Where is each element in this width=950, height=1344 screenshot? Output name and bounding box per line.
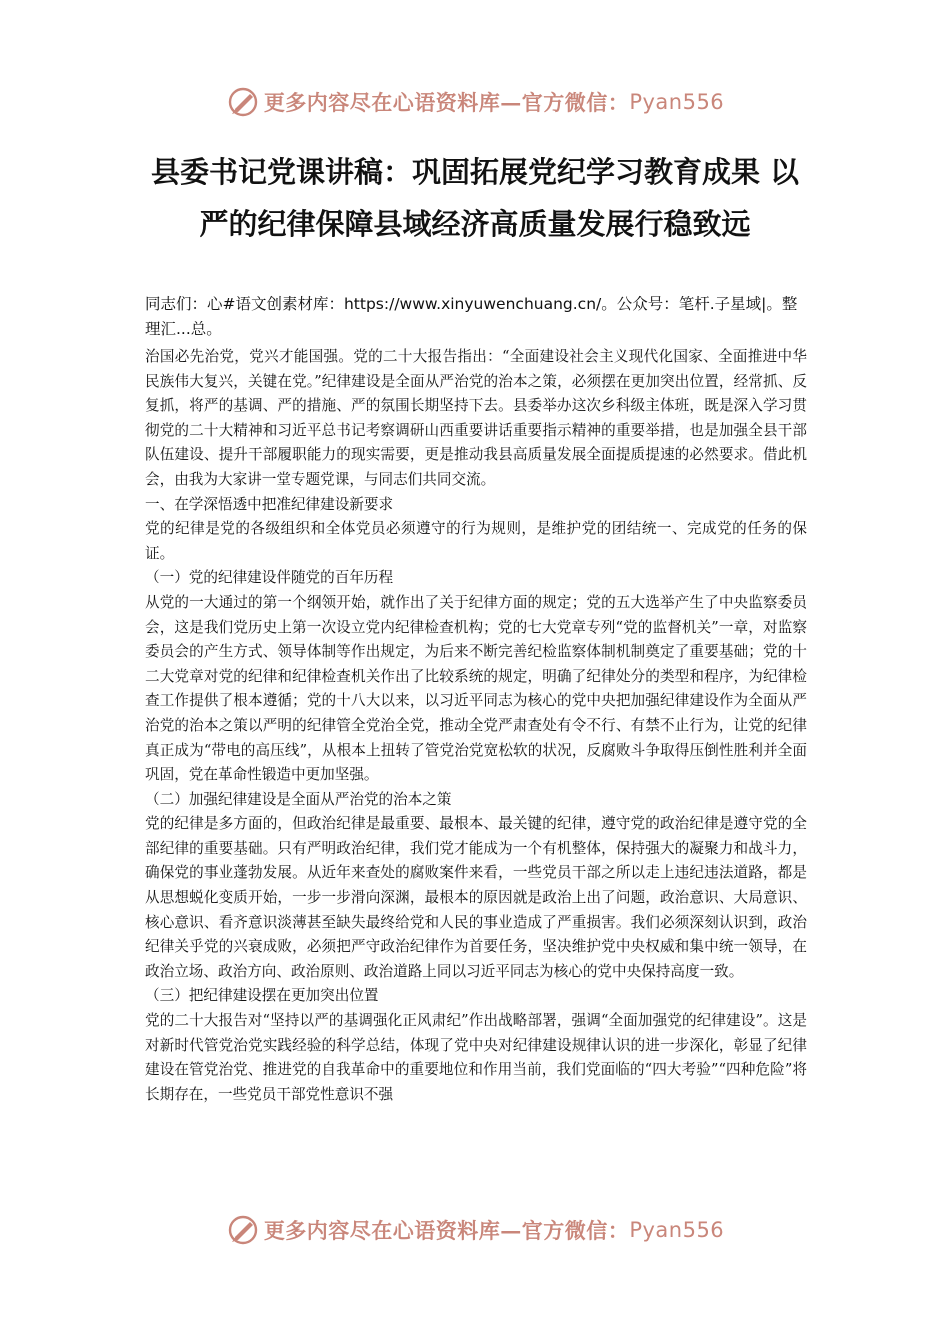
footer-watermark bbox=[0, 1210, 950, 1250]
watermark-wechat-id: Pyan556 bbox=[629, 1218, 725, 1242]
document-body bbox=[145, 292, 807, 1107]
subsection-heading: （二）加强纪律建设是全面从严治党的治本之策 bbox=[145, 790, 452, 808]
logo-icon bbox=[226, 1213, 260, 1247]
title-line-2: 严的纪律保障县域经济高质量发展行稳致远 bbox=[199, 207, 751, 241]
watermark-text: 更多内容尽在心语资料库—官方微信： bbox=[263, 1218, 630, 1243]
body-paragraph: 党的二十大报告对“坚持以严的基调强化正风肃纪”作出战略部署，强调“全面加强党的纪律建设”。这是对新时代管党治党实践经验的科学总结，体现了党中央对纪律建设规律认识的进一步深化，彰显了纪律建设在管党治党、推进党的自我革命中的重要地位和作用当前，我们党面临的“四大考验”“四种危险”将长期存在，一些党员干部党性意识不强 bbox=[145, 1012, 807, 1103]
subsection-heading: （一）党的纪律建设伴随党的百年历程 bbox=[145, 569, 394, 587]
header-watermark bbox=[0, 82, 950, 122]
document-title bbox=[0, 146, 950, 250]
subsection-heading: （三）把纪律建设摆在更加突出位置 bbox=[145, 987, 379, 1005]
title-line-1: 县委书记党课讲稿：巩固拓展党纪学习教育成果 以 bbox=[150, 155, 800, 189]
watermark-wechat-id: Pyan556 bbox=[629, 90, 725, 114]
body-paragraph: 党的纪律是党的各级组织和全体党员必须遵守的行为规则，是维护党的团结统一、完成党的任务的保证。 bbox=[145, 520, 807, 562]
body-paragraph: 党的纪律是多方面的，但政治纪律是最重要、最根本、最关键的纪律，遵守党的政治纪律是遵守党的全部纪律的重要基础。只有严明政治纪律，我们党才能成为一个有机整体，保持强大的凝聚力和战斗力，确保党的事业蓬勃发展。从近年来查处的腐败案件来看，一些党员干部之所以走上违纪违法道路，都是从思想蜕化变质开始，一步一步滑向深渊，最根本的原因就是政治上出了问题，政治意识、大局意识、核心意识、看齐意识淡薄甚至缺失最终给党和人民的事业造成了严重损害。我们必须深刻认识到，政治纪律关乎党的兴衰成败，必须把严守政治纪律作为首要任务，坚决维护党中央权威和集中统一领导，在政治立场、政治方向、政治原则、政治道路上同以习近平同志为核心的党中央保持高度一致。 bbox=[145, 815, 807, 980]
body-paragraph: 治国必先治党，党兴才能国强。党的二十大报告指出：“全面建设社会主义现代化国家、全面推进中华民族伟大复兴，关键在党。”纪律建设是全面从严治党的治本之策，必须摆在更加突出位置，经常抓、反复抓，将严的基调、严的措施、严的氛围长期坚持下去。县委举办这次乡科级主体班，既是深入学习贯彻党的二十大精神和习近平总书记考察调研山西重要讲话重要指示精神的重要举措，也是加强全县干部队伍建设、提升干部履职能力的现实需要，更是推动我县高质量发展全面提质提速的必然要求。借此机会，由我为大家讲一堂专题党课，与同志们共同交流。 bbox=[145, 348, 807, 488]
watermark-text: 更多内容尽在心语资料库—官方微信： bbox=[263, 90, 630, 115]
section-heading: 一、在学深悟透中把准纪律建设新要求 bbox=[145, 495, 394, 513]
body-paragraph: 从党的一大通过的第一个纲领开始，就作出了关于纪律方面的规定；党的五大选举产生了中央监察委员会，这是我们党历史上第一次设立党内纪律检查机构；党的七大党章专列“党的监督机关”一章，对监察委员会的产生方式、领导体制等作出规定，为后来不断完善纪检监察体制机制奠定了重要基础；党的十二大党章对党的纪律和纪律检查机关作出了比较系统的规定，明确了纪律处分的类型和程序，为纪律检查工作提供了根本遵循；党的十八大以来，以习近平同志为核心的党中央把加强纪律建设作为全面从严治党的治本之策以严明的纪律管全党治全党，推动全党严肃查处有令不行、有禁不止行为，让党的纪律真正成为“带电的高压线”，从根本上扭转了管党治党宽松软的状况，反腐败斗争取得压倒性胜利并全面巩固，党在革命性锻造中更加坚强。 bbox=[145, 593, 807, 784]
logo-icon bbox=[226, 85, 260, 119]
intro-paragraph: 同志们：心#语文创素材库：https://www.xinyuwenchuang.cn/。公众号：笔杆.子星域|。整理汇...总。 bbox=[145, 295, 798, 338]
